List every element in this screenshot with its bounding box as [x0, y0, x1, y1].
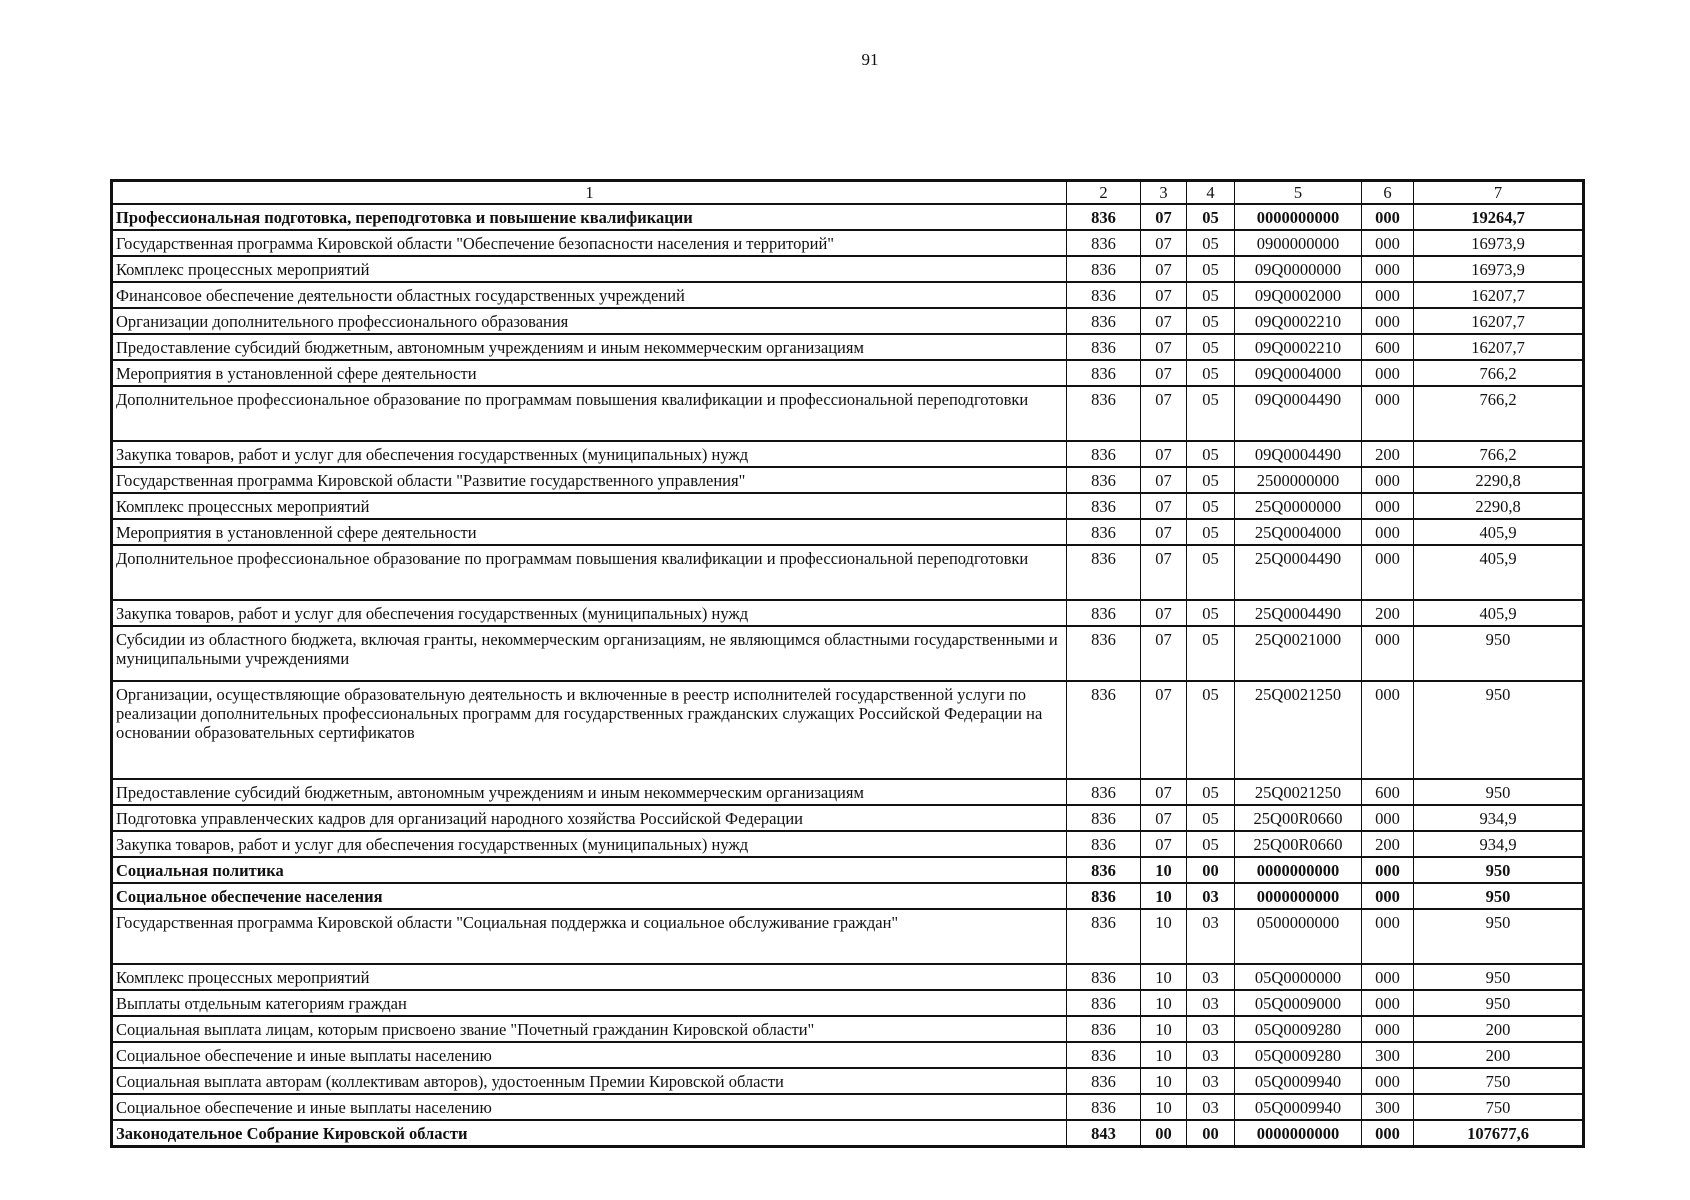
table-body [113, 204, 1583, 1146]
row-amount-cell: 766,2 [1414, 441, 1583, 467]
row-amount-cell: 950 [1414, 779, 1583, 805]
row-code-5-cell: 09Q0004000 [1235, 360, 1362, 386]
table-row [113, 360, 1583, 386]
row-code-5-cell: 05Q0009280 [1235, 1016, 1362, 1042]
row-code-5-cell: 0000000000 [1235, 883, 1362, 909]
row-amount-cell: 934,9 [1414, 805, 1583, 831]
row-name-cell: Закупка товаров, работ и услуг для обеспечения государственных (муниципальных) нужд [113, 600, 1067, 626]
row-name-cell: Субсидии из областного бюджета, включая гранты, некоммерческим организациям, не являющимся областными государственными и муниципальными учреждениями [113, 626, 1067, 681]
row-code-3-cell: 07 [1141, 334, 1187, 360]
row-name-cell: Законодательное Собрание Кировской области [113, 1120, 1067, 1146]
row-code-4-cell: 05 [1187, 230, 1235, 256]
row-code-6-cell: 200 [1362, 441, 1414, 467]
row-code-2-cell: 836 [1067, 282, 1141, 308]
row-amount-cell: 950 [1414, 681, 1583, 779]
row-name-cell: Организации, осуществляющие образовательную деятельность и включенные в реестр исполнителей государственной услуги по реализации дополнительных профессиональных программ для государственных гражданских служащих Российской Федерации на основании образовательных сертификатов [113, 681, 1067, 779]
row-name-cell: Социальное обеспечение и иные выплаты населению [113, 1042, 1067, 1068]
row-code-5-cell: 25Q0021000 [1235, 626, 1362, 681]
row-code-4-cell: 05 [1187, 204, 1235, 230]
row-code-5-cell: 09Q0004490 [1235, 441, 1362, 467]
row-code-4-cell: 05 [1187, 282, 1235, 308]
row-name-cell: Государственная программа Кировской области "Обеспечение безопасности населения и территорий" [113, 230, 1067, 256]
row-code-3-cell: 10 [1141, 964, 1187, 990]
row-amount-cell: 19264,7 [1414, 204, 1583, 230]
row-code-3-cell: 07 [1141, 779, 1187, 805]
row-code-2-cell: 836 [1067, 857, 1141, 883]
row-amount-cell: 2290,8 [1414, 493, 1583, 519]
row-code-4-cell: 05 [1187, 467, 1235, 493]
row-code-5-cell: 05Q0009940 [1235, 1068, 1362, 1094]
row-code-3-cell: 07 [1141, 545, 1187, 600]
row-code-5-cell: 05Q0009280 [1235, 1042, 1362, 1068]
row-code-6-cell: 000 [1362, 545, 1414, 600]
row-code-4-cell: 03 [1187, 1016, 1235, 1042]
table-row [113, 230, 1583, 256]
row-code-4-cell: 05 [1187, 360, 1235, 386]
row-code-3-cell: 07 [1141, 386, 1187, 441]
row-code-5-cell: 25Q0021250 [1235, 681, 1362, 779]
row-code-5-cell: 25Q0021250 [1235, 779, 1362, 805]
row-code-4-cell: 05 [1187, 600, 1235, 626]
row-code-2-cell: 836 [1067, 519, 1141, 545]
row-name-cell: Социальное обеспечение населения [113, 883, 1067, 909]
row-code-6-cell: 600 [1362, 334, 1414, 360]
row-code-2-cell: 836 [1067, 805, 1141, 831]
table-row [113, 467, 1583, 493]
row-amount-cell: 200 [1414, 1042, 1583, 1068]
table-row [113, 308, 1583, 334]
row-code-2-cell: 836 [1067, 334, 1141, 360]
table-row [113, 681, 1583, 779]
row-code-4-cell: 05 [1187, 779, 1235, 805]
row-code-3-cell: 07 [1141, 308, 1187, 334]
row-code-2-cell: 836 [1067, 441, 1141, 467]
column-header-4: 4 [1187, 182, 1235, 205]
table-row [113, 805, 1583, 831]
row-amount-cell: 766,2 [1414, 386, 1583, 441]
row-code-3-cell: 10 [1141, 1094, 1187, 1120]
table-row [113, 857, 1583, 883]
row-amount-cell: 950 [1414, 883, 1583, 909]
row-name-cell: Мероприятия в установленной сфере деятельности [113, 360, 1067, 386]
row-code-6-cell: 000 [1362, 857, 1414, 883]
row-code-5-cell: 0900000000 [1235, 230, 1362, 256]
row-amount-cell: 16973,9 [1414, 256, 1583, 282]
row-code-3-cell: 07 [1141, 282, 1187, 308]
row-name-cell: Дополнительное профессиональное образование по программам повышения квалификации и профессиональной переподготовки [113, 545, 1067, 600]
row-name-cell: Государственная программа Кировской области "Социальная поддержка и социальное обслуживание граждан" [113, 909, 1067, 964]
row-code-5-cell: 09Q0002000 [1235, 282, 1362, 308]
row-amount-cell: 405,9 [1414, 545, 1583, 600]
header-row [113, 182, 1583, 205]
row-code-3-cell: 07 [1141, 600, 1187, 626]
row-code-6-cell: 000 [1362, 386, 1414, 441]
row-name-cell: Предоставление субсидий бюджетным, автономным учреждениям и иным некоммерческим организациям [113, 334, 1067, 360]
row-code-3-cell: 07 [1141, 626, 1187, 681]
row-code-6-cell: 000 [1362, 1120, 1414, 1146]
row-code-3-cell: 10 [1141, 1042, 1187, 1068]
row-name-cell: Финансовое обеспечение деятельности областных государственных учреждений [113, 282, 1067, 308]
row-code-6-cell: 000 [1362, 1068, 1414, 1094]
table-row [113, 519, 1583, 545]
row-code-6-cell: 300 [1362, 1094, 1414, 1120]
row-code-6-cell: 000 [1362, 360, 1414, 386]
table-row [113, 204, 1583, 230]
row-code-3-cell: 07 [1141, 831, 1187, 857]
row-code-2-cell: 836 [1067, 545, 1141, 600]
row-code-6-cell: 000 [1362, 909, 1414, 964]
row-code-3-cell: 10 [1141, 1068, 1187, 1094]
column-header-7: 7 [1414, 182, 1583, 205]
row-code-2-cell: 836 [1067, 386, 1141, 441]
row-code-4-cell: 05 [1187, 308, 1235, 334]
row-code-5-cell: 0000000000 [1235, 1120, 1362, 1146]
row-code-6-cell: 000 [1362, 626, 1414, 681]
row-name-cell: Закупка товаров, работ и услуг для обеспечения государственных (муниципальных) нужд [113, 441, 1067, 467]
table-row [113, 779, 1583, 805]
table-row [113, 626, 1583, 681]
column-header-2: 2 [1067, 182, 1141, 205]
row-code-3-cell: 07 [1141, 230, 1187, 256]
row-amount-cell: 200 [1414, 1016, 1583, 1042]
row-code-6-cell: 300 [1362, 1042, 1414, 1068]
row-code-5-cell: 25Q0000000 [1235, 493, 1362, 519]
row-amount-cell: 16207,7 [1414, 282, 1583, 308]
row-code-3-cell: 07 [1141, 493, 1187, 519]
table-row [113, 545, 1583, 600]
table-row [113, 600, 1583, 626]
row-code-2-cell: 836 [1067, 883, 1141, 909]
row-code-2-cell: 836 [1067, 1094, 1141, 1120]
table-row [113, 493, 1583, 519]
row-amount-cell: 107677,6 [1414, 1120, 1583, 1146]
table-row [113, 1120, 1583, 1146]
row-code-6-cell: 000 [1362, 681, 1414, 779]
row-code-4-cell: 05 [1187, 681, 1235, 779]
row-name-cell: Подготовка управленческих кадров для организаций народного хозяйства Российской Федерации [113, 805, 1067, 831]
row-code-6-cell: 200 [1362, 600, 1414, 626]
row-amount-cell: 16207,7 [1414, 334, 1583, 360]
table-row [113, 1016, 1583, 1042]
row-code-2-cell: 836 [1067, 831, 1141, 857]
row-code-3-cell: 07 [1141, 256, 1187, 282]
row-code-5-cell: 0000000000 [1235, 857, 1362, 883]
row-amount-cell: 16973,9 [1414, 230, 1583, 256]
row-code-4-cell: 05 [1187, 256, 1235, 282]
row-code-2-cell: 836 [1067, 493, 1141, 519]
row-name-cell: Социальная выплата лицам, которым присвоено звание "Почетный гражданин Кировской области" [113, 1016, 1067, 1042]
row-code-5-cell: 25Q0004490 [1235, 600, 1362, 626]
row-amount-cell: 750 [1414, 1094, 1583, 1120]
row-code-4-cell: 00 [1187, 857, 1235, 883]
row-code-5-cell: 05Q0009000 [1235, 990, 1362, 1016]
table-row [113, 334, 1583, 360]
row-code-4-cell: 03 [1187, 883, 1235, 909]
row-code-3-cell: 10 [1141, 1016, 1187, 1042]
table-row [113, 883, 1583, 909]
row-code-5-cell: 2500000000 [1235, 467, 1362, 493]
row-code-6-cell: 000 [1362, 1016, 1414, 1042]
row-code-3-cell: 07 [1141, 360, 1187, 386]
table-row [113, 282, 1583, 308]
row-code-3-cell: 10 [1141, 909, 1187, 964]
row-code-2-cell: 836 [1067, 909, 1141, 964]
column-header-3: 3 [1141, 182, 1187, 205]
row-name-cell: Мероприятия в установленной сфере деятельности [113, 519, 1067, 545]
row-code-2-cell: 836 [1067, 308, 1141, 334]
row-code-6-cell: 000 [1362, 230, 1414, 256]
row-name-cell: Социальная политика [113, 857, 1067, 883]
row-name-cell: Комплекс процессных мероприятий [113, 493, 1067, 519]
row-code-3-cell: 10 [1141, 990, 1187, 1016]
row-code-6-cell: 000 [1362, 256, 1414, 282]
row-code-2-cell: 836 [1067, 230, 1141, 256]
row-amount-cell: 2290,8 [1414, 467, 1583, 493]
row-code-3-cell: 00 [1141, 1120, 1187, 1146]
table-row [113, 1094, 1583, 1120]
row-code-2-cell: 836 [1067, 1042, 1141, 1068]
row-code-4-cell: 05 [1187, 441, 1235, 467]
row-name-cell: Социальное обеспечение и иные выплаты населению [113, 1094, 1067, 1120]
column-header-6: 6 [1362, 182, 1414, 205]
row-code-6-cell: 000 [1362, 204, 1414, 230]
row-code-4-cell: 00 [1187, 1120, 1235, 1146]
row-code-4-cell: 03 [1187, 1068, 1235, 1094]
row-code-3-cell: 07 [1141, 204, 1187, 230]
row-code-5-cell: 25Q0004000 [1235, 519, 1362, 545]
row-code-3-cell: 07 [1141, 467, 1187, 493]
row-code-4-cell: 05 [1187, 545, 1235, 600]
row-code-6-cell: 000 [1362, 964, 1414, 990]
row-amount-cell: 750 [1414, 1068, 1583, 1094]
row-name-cell: Закупка товаров, работ и услуг для обеспечения государственных (муниципальных) нужд [113, 831, 1067, 857]
row-code-4-cell: 03 [1187, 964, 1235, 990]
row-code-6-cell: 000 [1362, 467, 1414, 493]
row-code-3-cell: 07 [1141, 805, 1187, 831]
row-amount-cell: 405,9 [1414, 600, 1583, 626]
row-code-4-cell: 03 [1187, 990, 1235, 1016]
table-row [113, 1068, 1583, 1094]
row-code-3-cell: 10 [1141, 857, 1187, 883]
row-amount-cell: 950 [1414, 626, 1583, 681]
row-code-5-cell: 25Q00R0660 [1235, 805, 1362, 831]
row-code-2-cell: 836 [1067, 990, 1141, 1016]
row-code-2-cell: 836 [1067, 1016, 1141, 1042]
row-name-cell: Организации дополнительного профессионального образования [113, 308, 1067, 334]
row-code-5-cell: 0000000000 [1235, 204, 1362, 230]
table-row [113, 990, 1583, 1016]
row-code-6-cell: 000 [1362, 493, 1414, 519]
row-code-6-cell: 000 [1362, 883, 1414, 909]
row-code-4-cell: 05 [1187, 386, 1235, 441]
row-code-2-cell: 836 [1067, 681, 1141, 779]
row-amount-cell: 766,2 [1414, 360, 1583, 386]
row-code-3-cell: 07 [1141, 441, 1187, 467]
row-code-5-cell: 09Q0002210 [1235, 308, 1362, 334]
table-row [113, 909, 1583, 964]
row-code-6-cell: 000 [1362, 805, 1414, 831]
row-code-2-cell: 836 [1067, 626, 1141, 681]
row-name-cell: Комплекс процессных мероприятий [113, 964, 1067, 990]
row-code-2-cell: 836 [1067, 256, 1141, 282]
row-code-2-cell: 836 [1067, 467, 1141, 493]
row-amount-cell: 16207,7 [1414, 308, 1583, 334]
row-code-4-cell: 03 [1187, 1094, 1235, 1120]
row-code-4-cell: 03 [1187, 909, 1235, 964]
row-amount-cell: 950 [1414, 909, 1583, 964]
row-code-4-cell: 05 [1187, 334, 1235, 360]
row-name-cell: Государственная программа Кировской области "Развитие государственного управления" [113, 467, 1067, 493]
page-number: 91 [861, 50, 879, 69]
row-code-6-cell: 000 [1362, 308, 1414, 334]
table-row [113, 386, 1583, 441]
row-code-2-cell: 836 [1067, 1068, 1141, 1094]
row-code-5-cell: 25Q0004490 [1235, 545, 1362, 600]
row-name-cell: Выплаты отдельным категориям граждан [113, 990, 1067, 1016]
row-name-cell: Дополнительное профессиональное образование по программам повышения квалификации и профессиональной переподготовки [113, 386, 1067, 441]
row-code-2-cell: 836 [1067, 360, 1141, 386]
table-row [113, 964, 1583, 990]
table-row [113, 1042, 1583, 1068]
table-row [113, 256, 1583, 282]
row-code-2-cell: 836 [1067, 779, 1141, 805]
row-code-6-cell: 600 [1362, 779, 1414, 805]
row-amount-cell: 405,9 [1414, 519, 1583, 545]
row-code-5-cell: 0500000000 [1235, 909, 1362, 964]
row-code-6-cell: 000 [1362, 519, 1414, 545]
row-amount-cell: 934,9 [1414, 831, 1583, 857]
row-name-cell: Комплекс процессных мероприятий [113, 256, 1067, 282]
row-name-cell: Предоставление субсидий бюджетным, автономным учреждениям и иным некоммерческим организациям [113, 779, 1067, 805]
row-code-3-cell: 10 [1141, 883, 1187, 909]
row-code-2-cell: 843 [1067, 1120, 1141, 1146]
row-name-cell: Социальная выплата авторам (коллективам авторов), удостоенным Премии Кировской области [113, 1068, 1067, 1094]
column-header-5: 5 [1235, 182, 1362, 205]
row-code-5-cell: 05Q0000000 [1235, 964, 1362, 990]
row-code-2-cell: 836 [1067, 600, 1141, 626]
table-row [113, 831, 1583, 857]
row-code-5-cell: 25Q00R0660 [1235, 831, 1362, 857]
row-name-cell: Профессиональная подготовка, переподготовка и повышение квалификации [113, 204, 1067, 230]
row-code-6-cell: 000 [1362, 990, 1414, 1016]
column-header-1: 1 [113, 182, 1067, 205]
table-row [113, 441, 1583, 467]
row-code-4-cell: 05 [1187, 831, 1235, 857]
row-code-2-cell: 836 [1067, 964, 1141, 990]
row-code-4-cell: 05 [1187, 805, 1235, 831]
row-code-4-cell: 05 [1187, 519, 1235, 545]
row-code-5-cell: 05Q0009940 [1235, 1094, 1362, 1120]
row-code-4-cell: 05 [1187, 626, 1235, 681]
budget-table [112, 181, 1583, 1146]
row-amount-cell: 950 [1414, 857, 1583, 883]
row-code-6-cell: 200 [1362, 831, 1414, 857]
row-code-3-cell: 07 [1141, 519, 1187, 545]
row-code-4-cell: 03 [1187, 1042, 1235, 1068]
row-code-5-cell: 09Q0002210 [1235, 334, 1362, 360]
row-code-5-cell: 09Q0004490 [1235, 386, 1362, 441]
row-code-6-cell: 000 [1362, 282, 1414, 308]
row-amount-cell: 950 [1414, 990, 1583, 1016]
row-code-5-cell: 09Q0000000 [1235, 256, 1362, 282]
row-amount-cell: 950 [1414, 964, 1583, 990]
row-code-4-cell: 05 [1187, 493, 1235, 519]
row-code-3-cell: 07 [1141, 681, 1187, 779]
row-code-2-cell: 836 [1067, 204, 1141, 230]
